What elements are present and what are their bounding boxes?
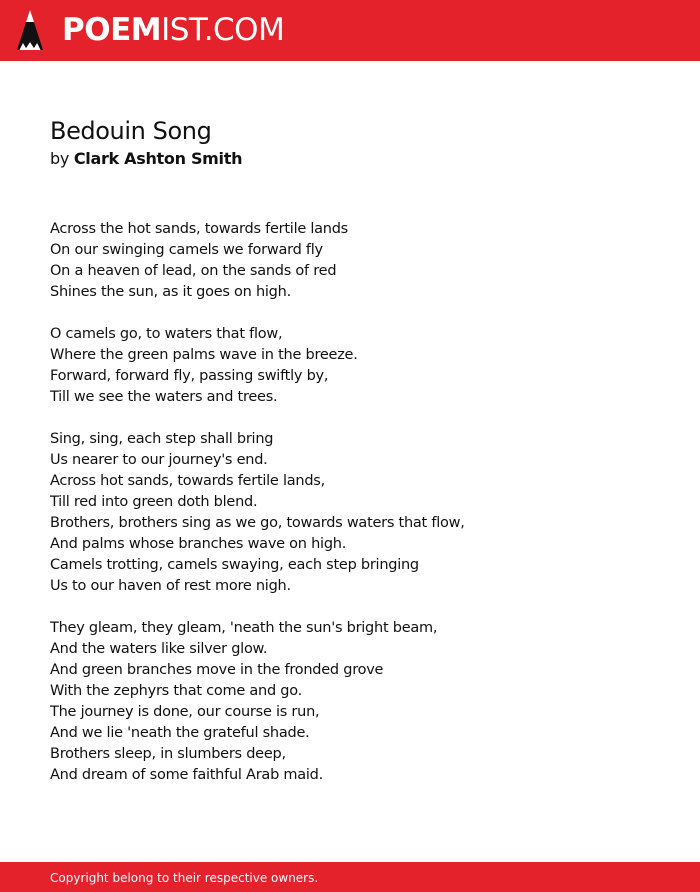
poem-line: And we lie 'neath the grateful shade.	[50, 725, 310, 741]
poem-line: On a heaven of lead, on the sands of red	[50, 263, 337, 279]
stanza	[50, 219, 670, 303]
poem-body	[50, 219, 670, 807]
poem-line: Sing, sing, each step shall bring	[50, 431, 274, 447]
copyright-text: Copyright belong to their respective owners.	[50, 871, 319, 885]
poem-title: Bedouin Song	[50, 117, 212, 145]
logo-bold-text: POEM	[62, 12, 162, 48]
poem-line: Us to our haven of rest more nigh.	[50, 578, 291, 594]
poem-line: Us nearer to our journey's end.	[50, 452, 268, 468]
site-logo[interactable]	[62, 12, 284, 48]
poem-line: Across the hot sands, towards fertile lands	[50, 221, 348, 237]
poem-line: Camels trotting, camels swaying, each step bringing	[50, 557, 419, 573]
stanza	[50, 618, 670, 786]
poem-line: Where the green palms wave in the breeze.	[50, 347, 358, 363]
footer-bar	[0, 862, 700, 892]
by-label: by	[50, 149, 70, 168]
poem-line: Till red into green doth blend.	[50, 494, 258, 510]
pencil-icon[interactable]	[17, 10, 43, 52]
poem-line: Brothers, brothers sing as we go, towards waters that flow,	[50, 515, 465, 531]
stanza	[50, 324, 670, 408]
poem-line: And dream of some faithful Arab maid.	[50, 767, 323, 783]
poem-line: The journey is done, our course is run,	[50, 704, 320, 720]
poem-line: Across hot sands, towards fertile lands,	[50, 473, 325, 489]
poem-line: Shines the sun, as it goes on high.	[50, 284, 291, 300]
poem-line: And green branches move in the fronded grove	[50, 662, 384, 678]
poem-line: Brothers sleep, in slumbers deep,	[50, 746, 286, 762]
author-name: Clark Ashton Smith	[73, 149, 243, 168]
poem-line: Till we see the waters and trees.	[50, 389, 278, 405]
poem-line: They gleam, they gleam, 'neath the sun's bright beam,	[50, 620, 438, 636]
stanza	[50, 429, 670, 597]
poem-line: And the waters like silver glow.	[50, 641, 268, 657]
byline	[50, 148, 242, 170]
header-bar	[0, 0, 700, 61]
logo-light-text: IST.COM	[161, 12, 285, 48]
poem-line: With the zephyrs that come and go.	[50, 683, 302, 699]
poem-line: Forward, forward fly, passing swiftly by,	[50, 368, 329, 384]
poem-line: O camels go, to waters that flow,	[50, 326, 283, 342]
poem-line: And palms whose branches wave on high.	[50, 536, 347, 552]
poem-line: On our swinging camels we forward fly	[50, 242, 323, 258]
